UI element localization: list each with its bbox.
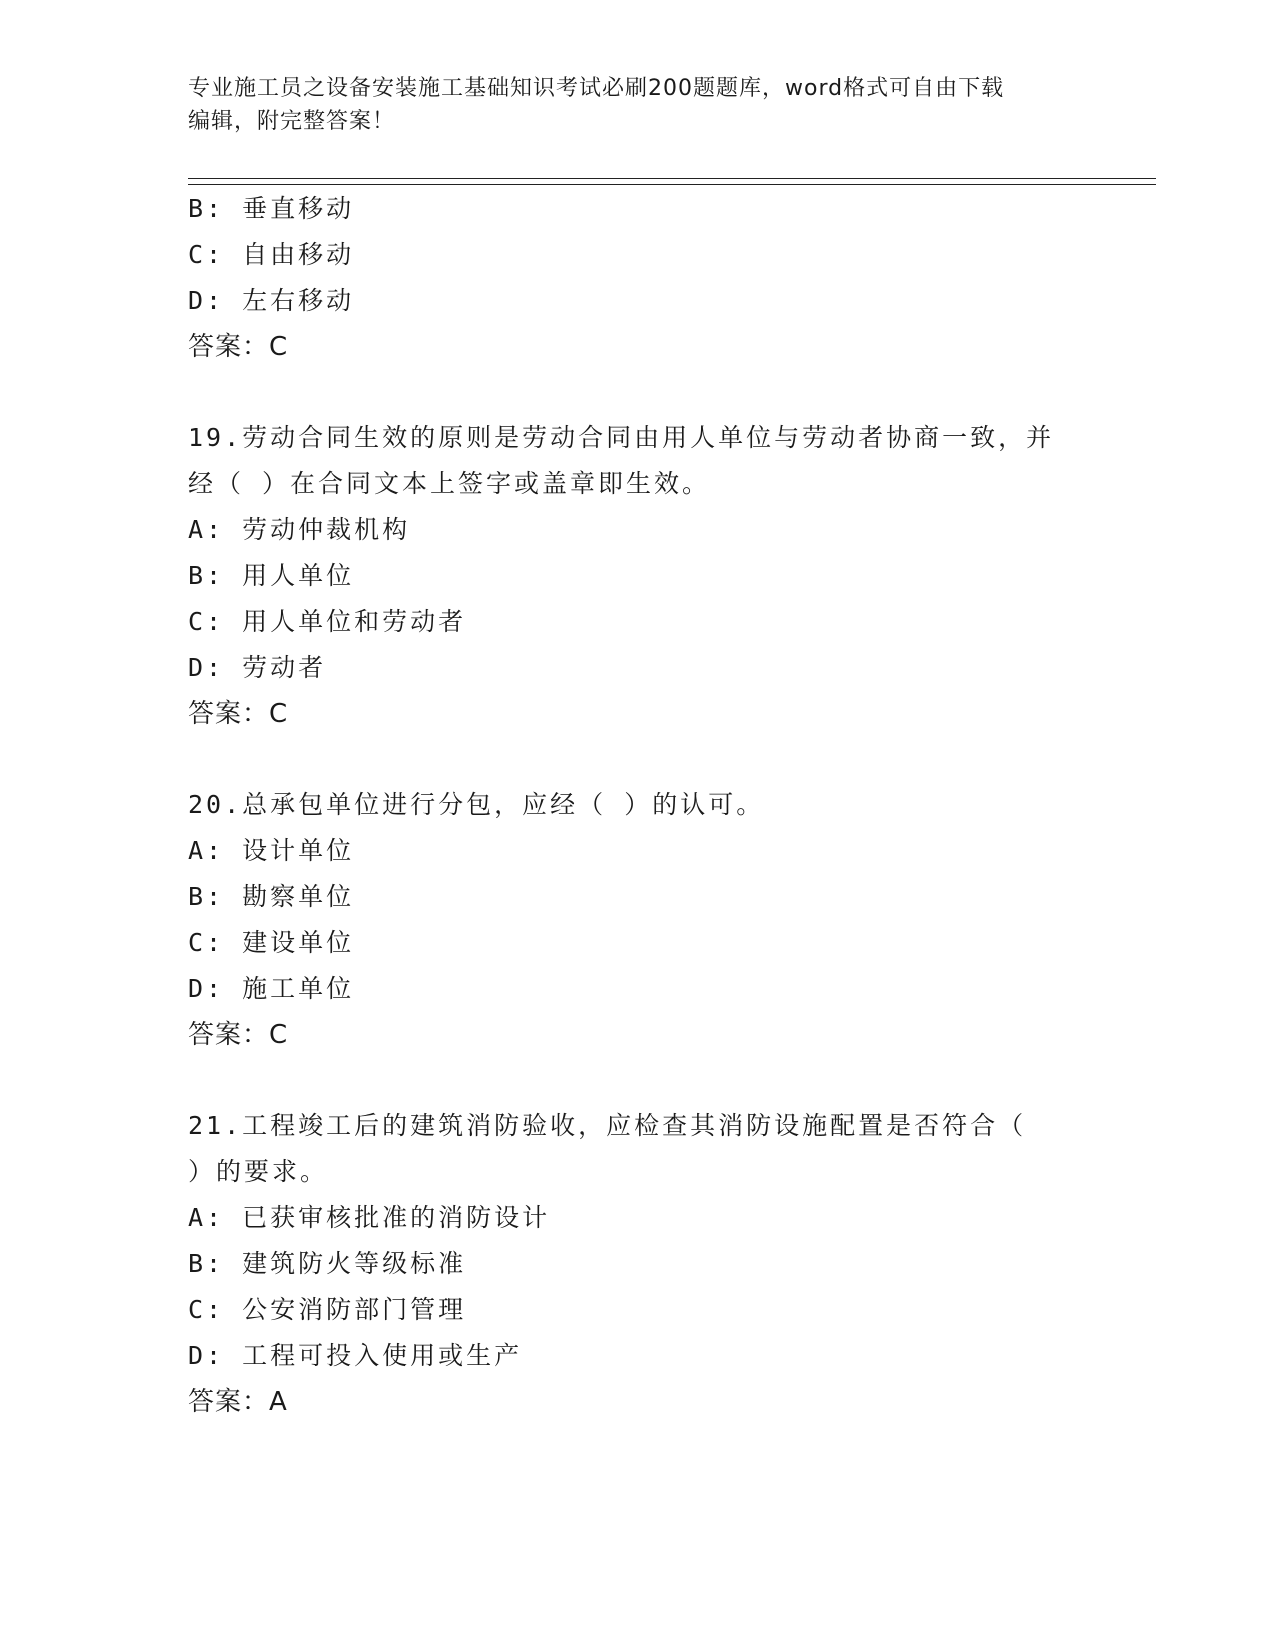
question-19 [188,415,1088,737]
option-d: D: 左右移动 [188,286,355,315]
option-b: B: 建筑防火等级标准 [188,1249,467,1278]
question-stem-continued: 经（ ）在合同文本上签字或盖章即生效。 [188,469,711,498]
option-a: A: 设计单位 [188,836,355,865]
option-c: C: 用人单位和劳动者 [188,607,467,636]
answer: 答案：C [188,699,289,729]
document-header [188,72,1088,138]
answer: 答案：C [188,1020,289,1050]
answer: 答案：C [188,332,289,362]
option-d: D: 劳动者 [188,653,327,682]
question-stem: 20.总承包单位进行分包，应经（ ）的认可。 [188,790,765,819]
header-divider-bottom [188,184,1156,185]
option-a: A: 劳动仲裁机构 [188,515,411,544]
option-b: B: 垂直移动 [188,194,355,223]
option-b: B: 勘察单位 [188,882,355,911]
question-20 [188,782,1088,1058]
header-title-line-1: 专业施工员之设备安装施工基础知识考试必刷200题题库，word格式可自由下载 [188,76,1005,101]
spacer [188,1058,1088,1103]
spacer [188,370,1088,415]
question-stem: 19.劳动合同生效的原则是劳动合同由用人单位与劳动者协商一致，并 [188,423,1055,452]
question-stem-continued: ）的要求。 [188,1157,329,1186]
header-divider-top [188,178,1156,179]
question-stem: 21.工程竣工后的建筑消防验收，应检查其消防设施配置是否符合（ [188,1111,1027,1140]
question-18-continued [188,186,1088,370]
question-21 [188,1103,1088,1425]
option-b: B: 用人单位 [188,561,355,590]
option-d: D: 工程可投入使用或生产 [188,1341,523,1370]
header-title-line-2: 编辑，附完整答案！ [188,109,396,134]
option-a: A: 已获审核批准的消防设计 [188,1203,551,1232]
option-c: C: 建设单位 [188,928,355,957]
option-d: D: 施工单位 [188,974,355,1003]
spacer [188,737,1088,782]
option-c: C: 公安消防部门管理 [188,1295,467,1324]
option-c: C: 自由移动 [188,240,355,269]
answer: 答案：A [188,1387,288,1417]
question-list [188,186,1088,1425]
